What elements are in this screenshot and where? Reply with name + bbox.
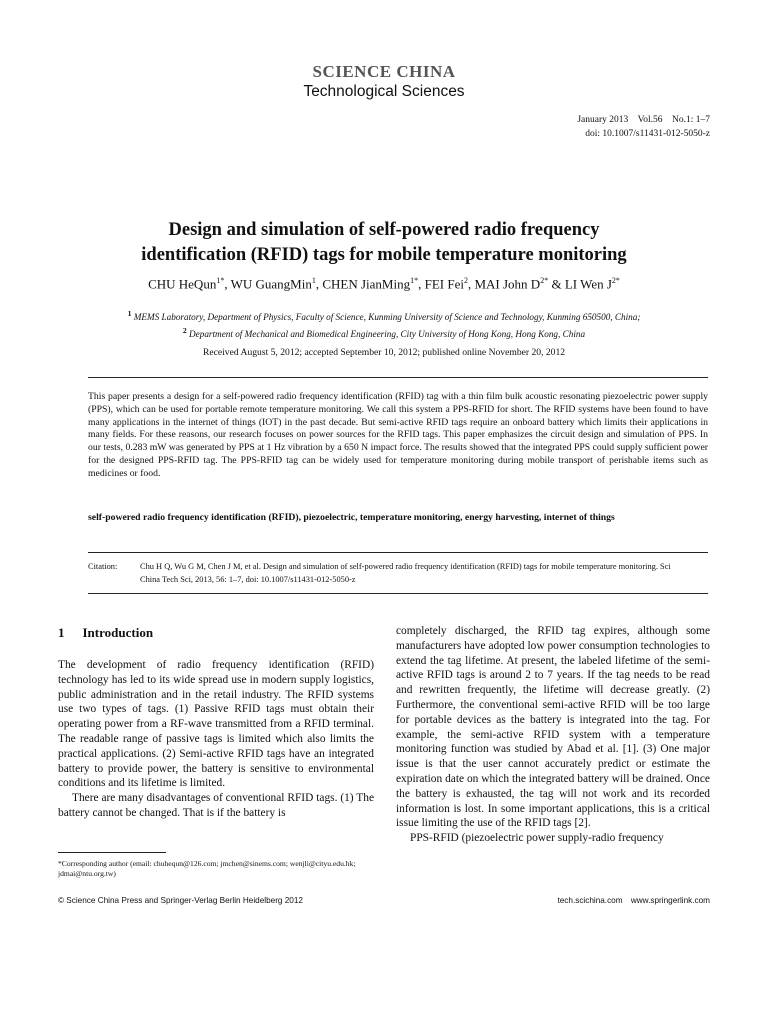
affiliation-2 <box>60 324 708 341</box>
journal-series: Technological Sciences <box>303 83 465 100</box>
affiliation-text: MEMS Laboratory, Department of Physics, Faculty of Science, Kunming University of Science and Technology, Kunming 650500, China; <box>133 312 641 323</box>
body-paragraph: There are many disadvantages of conventional RFID tags. (1) The battery cannot be changed. That is if the battery is <box>58 792 374 819</box>
author-sup: 2* <box>540 276 549 285</box>
author-sup: 2* <box>611 276 620 285</box>
corresponding-author-footnote: *Corresponding author (email: chuhequn@126.com; jmchen@sinems.com; wenjli@cityu.edu.hk; jdmai@ntu.org.tw) <box>58 859 356 878</box>
author-name: FEI Fei <box>424 276 464 292</box>
author-name: WU GuangMin <box>230 276 312 292</box>
abstract-text: This paper presents a design for a self-powered radio frequency identification (RFID) tag with a thin film bulk acoustic resonating piezoelectric power supply (PPS), which can be used for portable remote temperature monitoring. We call this system a PPS-RFID for short. The RFID systems have been found to have many applications in the internet of things (IOT) in the past decade. But semi-active RFID tags require an onboard battery which limits their applications in many fields. For these reasons, our research focuses on power sources for the RFID tags. This paper emphasizes the circuit design and simulation of PPS. In our tests, 0.283 mW was generated by PPS at 1 Hz vibration by a 650 N impact force. The results showed that the integrated PPS could supply sufficient power for the designed PPS-RFID tag. The PPS-RFID tag can be widely used for temperature monitoring during mobile transport of perishable items such as medicines or food. <box>88 391 708 479</box>
body-paragraph: completely discharged, the RFID tag expires, although some manufacturers have adopted low power consumption technologies to extend the tag lifetime. At present, the labeled lifetime of the semi-active RFID tags is around 2 to 7 years. If the tag needs to be read and rewritten frequently, the lifetime will decrease greatly. (2) Furthermore, the conventional semi-active RFID will be too large for portable devices as the battery is integrated into the tag. For example, the semi-active RFID system with a temperature monitoring function was studied by Abad et al. [1]. (3) One major issue is that the user cannot accurately predict or estimate the expiration date on which the integrated battery will be drained. Once the battery is exhausted, the tag will not work and its recorded information is lost. In some important applications, this is a critical issue limiting the use of the RFID tags [2]. <box>396 625 710 830</box>
author-sup: 2 <box>463 276 468 285</box>
author-list <box>60 276 708 292</box>
author-sup: 1* <box>410 276 419 285</box>
affiliation-1 <box>60 307 708 324</box>
body-paragraph: The development of radio frequency identification (RFID) technology has led to its wide spread use in modern supply logistics, public administration and in the retail industry. The RFID systems use two types of tags. (1) Passive RFID tags must obtain their operating power from a RF-wave transmitted from a RFID terminal. The readable range of passive tags is limited which also limits the practical applications. (2) Semi-active RFID tags have an integrated battery to provide power, the battery is sensitive to environmental conditions and its lifetime is limited. <box>58 659 374 790</box>
author-sup: 1 <box>311 276 316 285</box>
abstract-top-rule <box>88 377 708 378</box>
issue-volume: January 2013 Vol.56 No.1: 1–7 <box>577 115 710 125</box>
right-column <box>396 624 710 846</box>
citation-top-rule <box>88 552 708 553</box>
citation-text: Chu H Q, Wu G M, Chen J M, et al. Design and simulation of self-powered radio frequency identification (RFID) tags for mobile temperature monitoring. Sci China Tech Sci, 2013, 56: 1–7, doi: 10.1007/s11431-012-5050-z <box>140 562 671 584</box>
citation-block <box>88 561 708 586</box>
author-name: LI Wen J <box>564 276 612 292</box>
citation-bottom-rule <box>88 593 708 594</box>
title-line-1: Design and simulation of self-powered radio frequency <box>168 220 600 240</box>
author-name: CHEN JianMing <box>322 276 411 292</box>
journal-site-link[interactable]: tech.scichina.com <box>557 896 623 905</box>
author-sep: , <box>315 276 323 292</box>
issue-info <box>577 113 710 141</box>
footnote-rule <box>58 852 166 853</box>
paper-title <box>60 218 708 268</box>
citation-label: Citation: <box>88 562 118 571</box>
affiliation-text: Department of Mechanical and Biomedical Engineering, City University of Hong Kong, Hong Kong, China <box>189 329 586 340</box>
section-number: 1 <box>58 625 65 640</box>
affiliation-sup: 2 <box>182 326 187 336</box>
footer-links <box>557 896 710 905</box>
section-heading <box>58 625 153 641</box>
body-paragraph: PPS-RFID (piezoelectric power supply-radio frequency <box>410 832 664 845</box>
author-sep: & <box>548 276 565 292</box>
left-column <box>58 658 374 821</box>
author-sep: , <box>467 276 475 292</box>
keywords: self-powered radio frequency identification (RFID), piezoelectric, temperature monitoring, energy harvesting, internet of things <box>88 512 615 523</box>
affiliation-sup: 1 <box>127 309 132 318</box>
author-sep: , <box>224 276 231 292</box>
author-sep: , <box>418 276 425 292</box>
issue-doi: doi: 10.1007/s11431-012-5050-z <box>585 129 710 139</box>
received-dates: Received August 5, 2012; accepted September 10, 2012; published online November 20, 2012 <box>202 347 566 358</box>
journal-name: SCIENCE CHINA <box>312 62 456 81</box>
author-name: MAI John D <box>474 276 541 292</box>
title-line-2: identification (RFID) tags for mobile temperature monitoring <box>141 245 627 265</box>
springer-site-link[interactable]: www.springerlink.com <box>630 896 710 905</box>
copyright-notice: © Science China Press and Springer-Verlag Berlin Heidelberg 2012 <box>58 896 303 905</box>
author-name: CHU HeQun <box>148 276 217 292</box>
author-sup: 1* <box>216 276 225 285</box>
section-title: Introduction <box>82 625 154 640</box>
affiliations <box>60 307 708 341</box>
